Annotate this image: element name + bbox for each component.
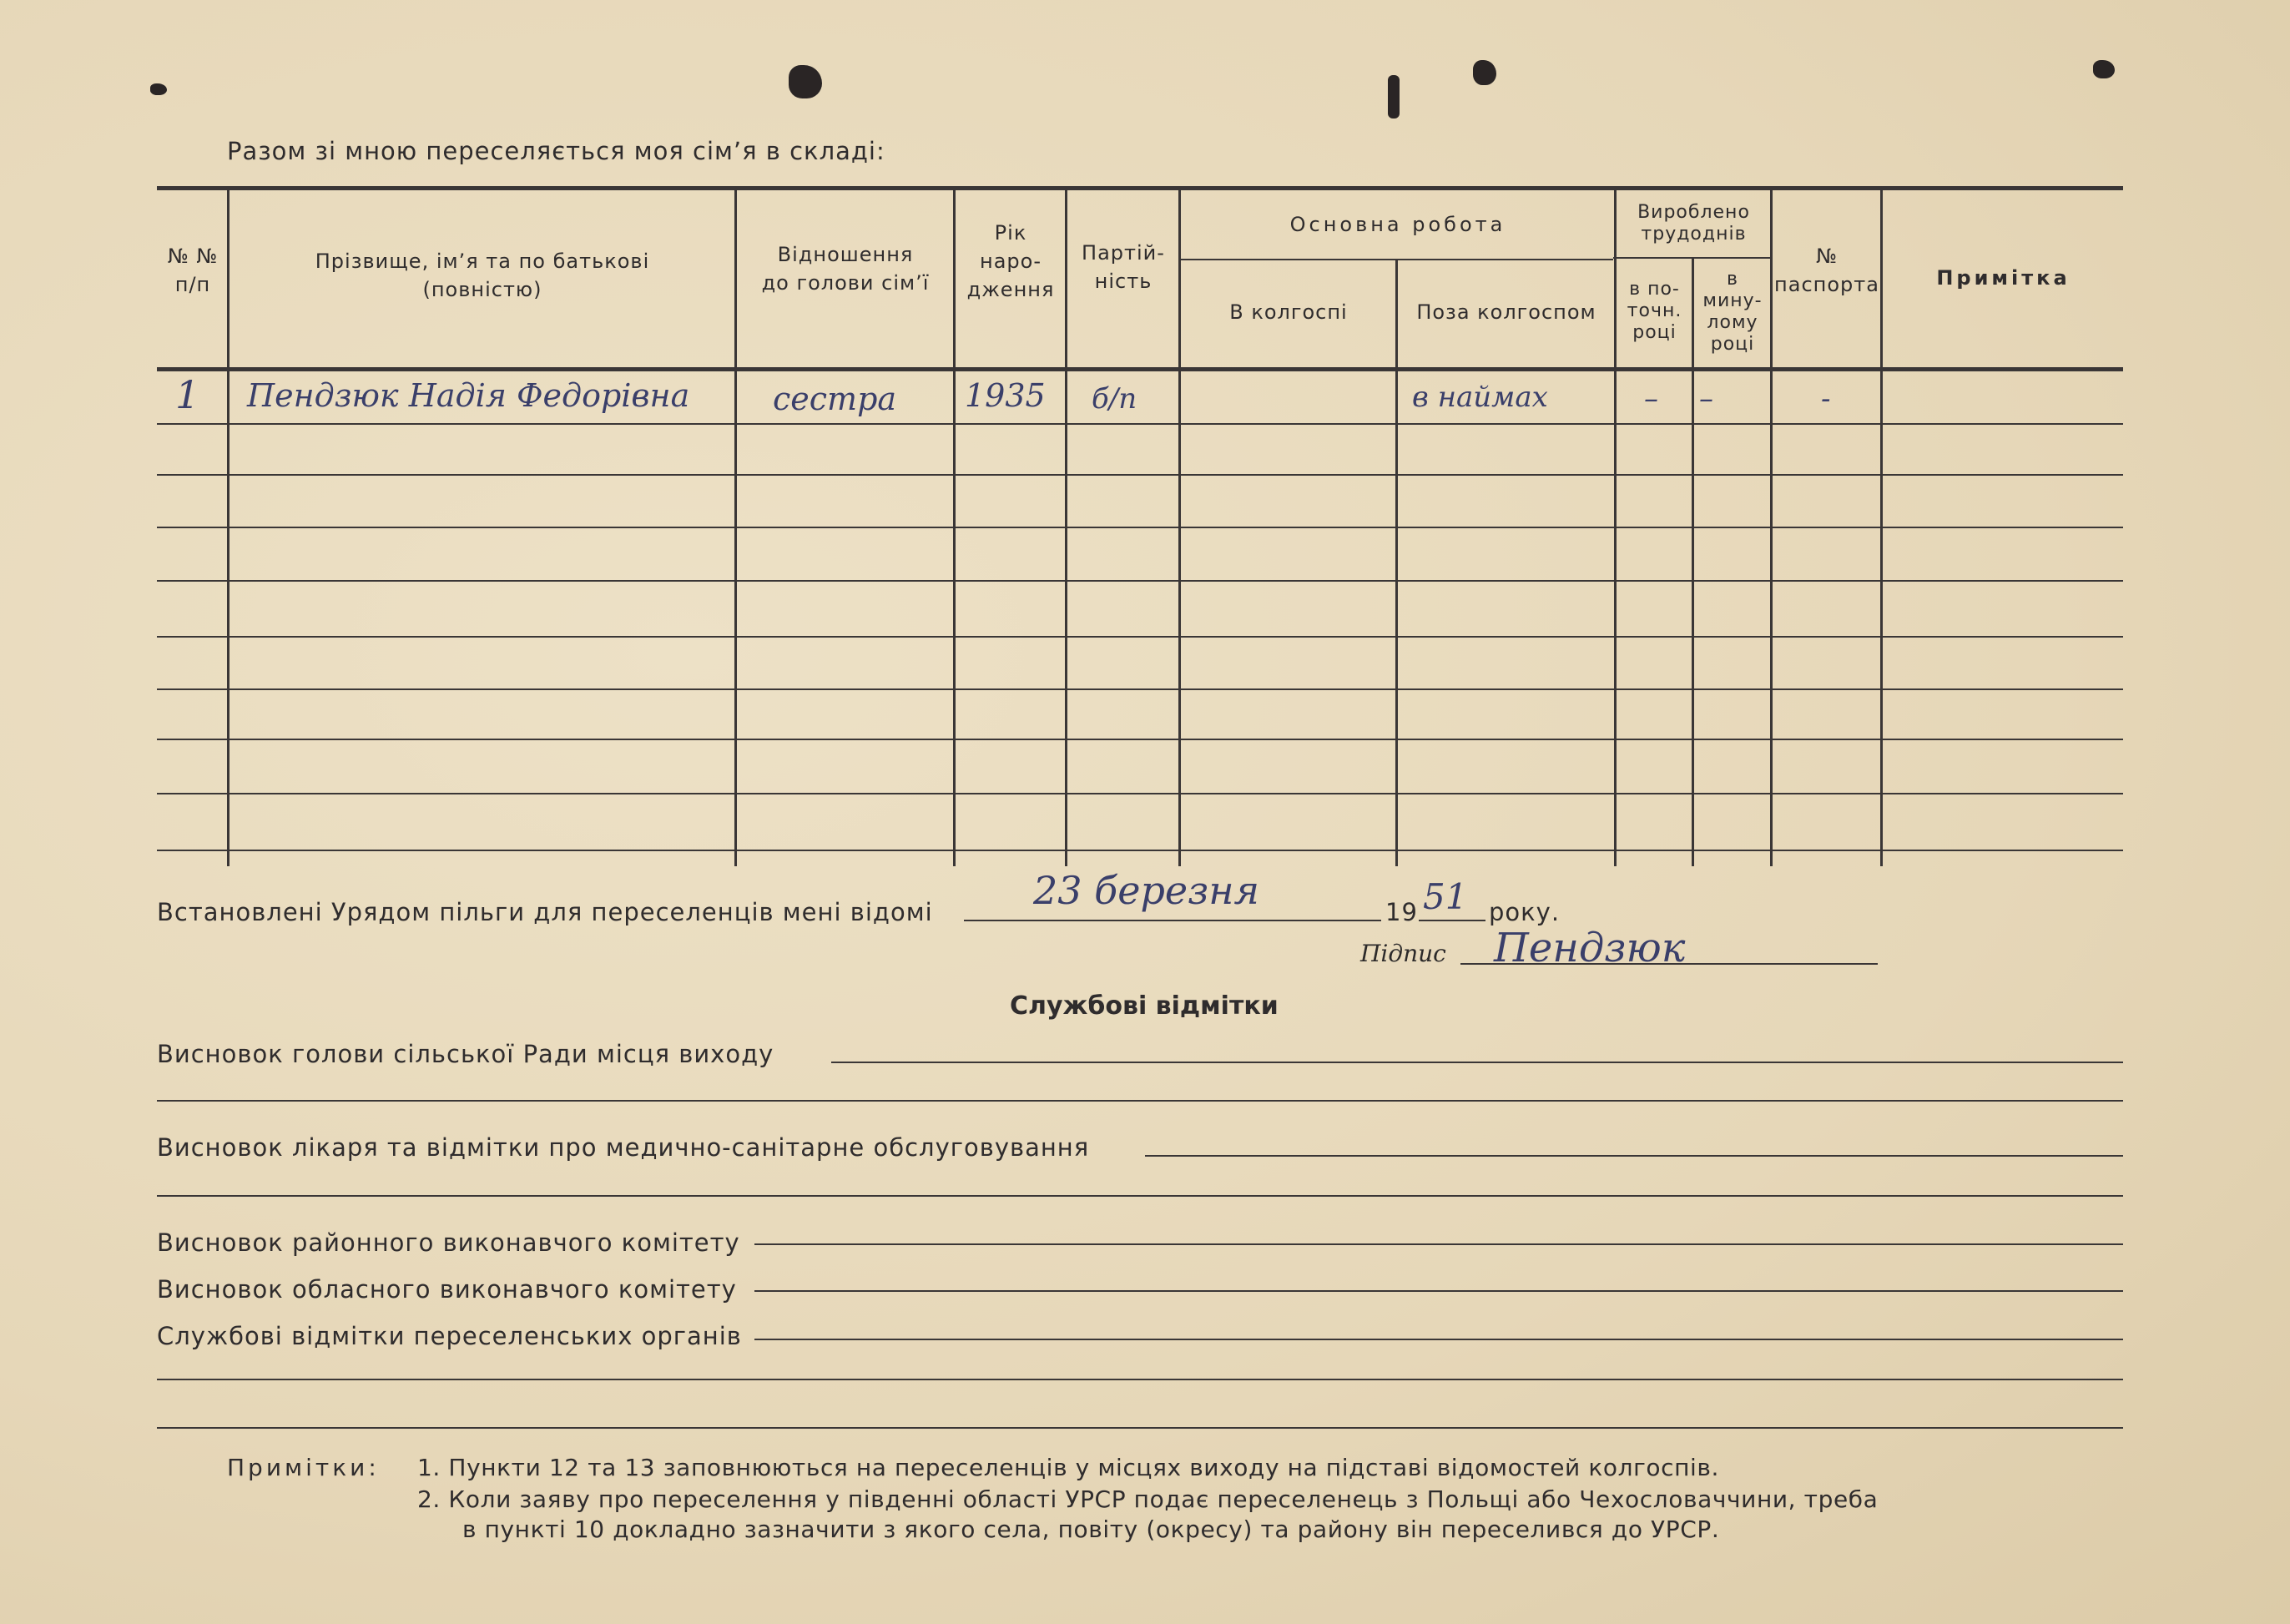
official-field: Службові відмітки переселенських органів xyxy=(157,1322,742,1350)
year-suffix: 51 xyxy=(1423,876,1468,917)
punch-hole-mark xyxy=(150,83,167,95)
header-past-year: в мину- лому році xyxy=(1702,269,1763,355)
official-field: Висновок обласного виконавчого комітету xyxy=(157,1275,737,1304)
header-passport: № паспорта xyxy=(1774,245,1879,296)
signature: Пендзюк xyxy=(1494,925,1686,971)
official-field: Висновок лікаря та відмітки про медично-санітарне обслуговування xyxy=(157,1133,1090,1162)
note-item: 2. Коли заяву про переселення у південні області УРСР подає переселенець з Польщі або Чехословаччини, треба xyxy=(417,1485,1879,1513)
header-main-work: Основна робота xyxy=(1289,213,1506,236)
header-party: Партій- ність xyxy=(1082,241,1165,293)
official-field: Висновок голови сільської Ради місця виходу xyxy=(157,1040,774,1068)
year-word: року. xyxy=(1489,898,1561,926)
header-year: Рік наро- дження xyxy=(966,221,1055,301)
row-num: 1 xyxy=(175,372,200,417)
header-current-year: в по- точн. році xyxy=(1627,279,1682,343)
header-name: Прізвище, ім’я та по батькові (повністю) xyxy=(315,250,650,301)
punch-hole-mark xyxy=(789,65,822,98)
header-note: Примітка xyxy=(1936,266,2071,290)
note-item: в пункті 10 докладно зазначити з якого села, повіту (окресу) та району він переселився до УРСР. xyxy=(462,1516,1720,1543)
punch-hole-mark xyxy=(1388,75,1400,119)
official-title: Службові відмітки xyxy=(1010,991,1279,1021)
row-current-year: – xyxy=(1644,382,1658,416)
row-name: Пендзюк Надія Федорівна xyxy=(247,377,690,414)
date-day-month: 23 березня xyxy=(1033,868,1259,913)
row-passport: - xyxy=(1821,382,1831,416)
punch-hole-mark xyxy=(2093,60,2115,78)
signature-label: Підпис xyxy=(1360,940,1446,967)
header-num: № № п/п xyxy=(167,245,219,296)
row-party: б/п xyxy=(1092,382,1137,416)
punch-hole-mark xyxy=(1473,60,1496,85)
header-relation: Відношення до голови сім’ї xyxy=(761,243,930,295)
header-in-kolhosp: В колгоспі xyxy=(1229,300,1348,324)
note-item: 1. Пункти 12 та 13 заповнюються на переселенців у місцях виходу на підставі відомостей колгоспів. xyxy=(417,1454,1720,1481)
benefits-label: Встановлені Урядом пільги для переселенців мені відомі xyxy=(157,898,933,926)
header-workdays: Вироблено трудоднів xyxy=(1637,202,1750,245)
row-outside-kolhosp: в наймах xyxy=(1412,381,1548,414)
row-relation: сестра xyxy=(773,381,897,417)
row-past-year: – xyxy=(1699,382,1713,416)
notes-label: Примітки: xyxy=(227,1454,380,1481)
official-field: Висновок районного виконавчого комітету xyxy=(157,1228,740,1257)
year-prefix: 19 xyxy=(1385,898,1418,926)
intro-text: Разом зі мною переселяється моя сім’я в складі: xyxy=(227,137,885,165)
row-year: 1935 xyxy=(965,377,1046,414)
header-outside-kolhosp: Поза колгоспом xyxy=(1416,300,1596,324)
